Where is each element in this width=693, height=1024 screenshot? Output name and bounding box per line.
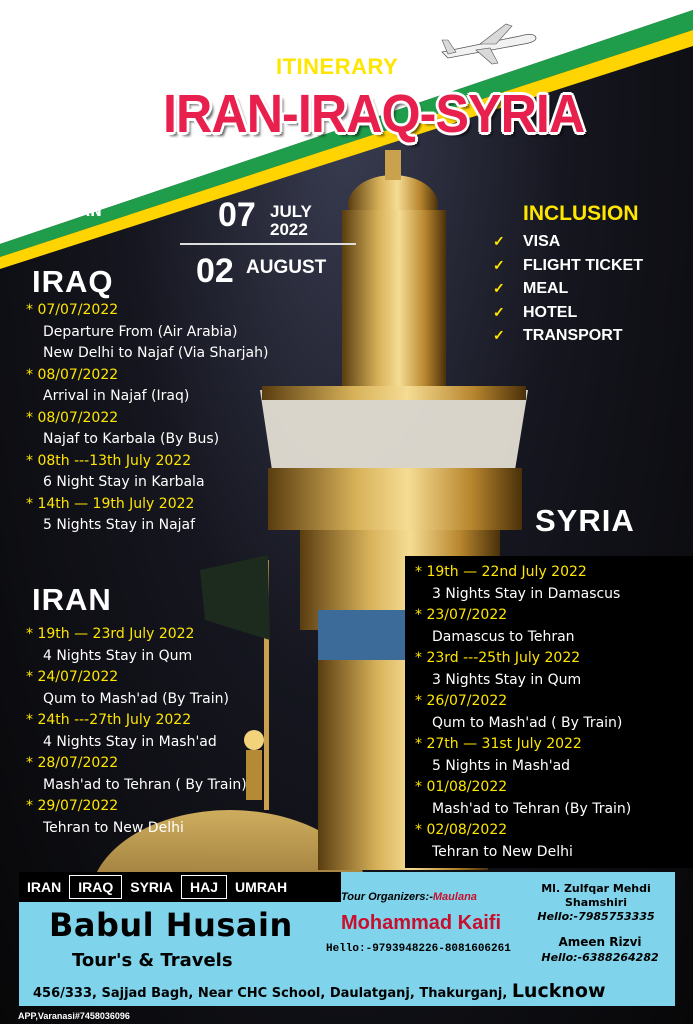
itinerary-entry <box>415 605 631 648</box>
itinerary-entry <box>26 624 247 667</box>
tab-iran: IRAN <box>27 879 62 895</box>
entry-date: * 24/07/2022 <box>26 667 247 689</box>
ziyarat-label: ZIYARAT <box>170 64 262 87</box>
start-date <box>218 196 312 239</box>
tab-umrah: UMRAH <box>235 879 288 895</box>
itinerary-entry <box>415 734 631 777</box>
city-item: * TEHRAN <box>22 202 128 224</box>
entry-date: * 23/07/2022 <box>415 605 631 627</box>
city-item: * DAMASCUS <box>22 138 128 160</box>
entry-date: * 07/07/2022 <box>26 300 268 322</box>
contact-2-name: Ameen Rizvi <box>558 935 642 949</box>
entry-line: New Delhi to Najaf (Via Sharjah) <box>43 345 269 361</box>
itinerary-entry <box>26 796 247 839</box>
entry-date: * 14th — 19th July 2022 <box>26 494 268 516</box>
date-divider <box>180 243 356 245</box>
entry-line: Tehran to New Delhi <box>43 819 184 836</box>
designer-credit: APP,Varanasi#7458036096 <box>18 1011 130 1021</box>
entry-line: Arrival in Najaf (Iraq) <box>43 388 190 404</box>
end-day: 02 <box>196 252 234 290</box>
city-item: * SAMARRA <box>22 116 128 138</box>
tab-iraq: IRAQ <box>69 875 122 899</box>
city-item: * HILLA <box>22 95 128 117</box>
itinerary-entry <box>415 777 631 820</box>
syria-heading-wrap <box>535 503 635 539</box>
inclusion-panel <box>493 202 643 348</box>
check-icon: ✓ <box>493 327 505 343</box>
itinerary-entry <box>26 710 247 753</box>
start-month: JULY <box>270 202 312 221</box>
entry-date: * 28/07/2022 <box>26 753 247 775</box>
entry-date: * 26/07/2022 <box>415 691 631 713</box>
iraq-section <box>32 264 268 537</box>
itinerary-entry <box>415 691 631 734</box>
syria-section <box>415 562 631 863</box>
brand-subtitle: Tour's & Travels <box>72 950 233 971</box>
entry-line: 6 Night Stay in Karbala <box>43 474 205 490</box>
organizer-label: Tour Organizers:-Maulana <box>341 891 477 903</box>
check-icon: ✓ <box>493 303 505 320</box>
entry-date: * 08/07/2022 <box>26 365 268 387</box>
end-month: AUGUST <box>246 257 327 278</box>
itinerary-entry <box>26 300 268 365</box>
itinerary-entry <box>26 365 268 408</box>
organizer-name: Mohammad Kaifi <box>341 912 502 934</box>
entry-date: * 29/07/2022 <box>26 796 247 818</box>
entry-line: 3 Nights Stay in Damascus <box>432 585 621 602</box>
entry-date: * 19th — 22nd July 2022 <box>415 562 631 584</box>
bismillah-text: بسمہ تعالی <box>318 22 386 38</box>
iran-section <box>32 582 247 839</box>
page-title: IRAN-IRAQ-SYRIA <box>163 84 585 144</box>
iraq-heading: IRAQ <box>32 264 114 299</box>
contact-2 <box>540 934 660 966</box>
entry-date: * 01/08/2022 <box>415 777 631 799</box>
start-year: 2022 <box>270 220 308 239</box>
itinerary-entry <box>415 648 631 691</box>
entry-date: * 23rd ---25th July 2022 <box>415 648 631 670</box>
city-item: * QUM <box>22 159 128 181</box>
entry-line: Damascus to Tehran <box>432 628 575 645</box>
organizer-phone: Hello:-9793948226-8081606261 <box>326 943 511 955</box>
entry-line: Tehran to New Delhi <box>432 843 573 860</box>
address <box>33 980 606 1002</box>
contact-1 <box>526 882 666 924</box>
itinerary-entry <box>415 562 631 605</box>
entry-date: * 08/07/2022 <box>26 408 268 430</box>
contact-1-phone: Hello:-7985753335 <box>537 910 655 923</box>
tab-haj: HAJ <box>181 875 227 899</box>
iran-heading: IRAN <box>32 582 112 617</box>
entry-line: Qum to Mash'ad (By Train) <box>43 690 229 707</box>
inclusion-heading: INCLUSION <box>523 202 639 225</box>
inclusion-item: ✓ FLIGHT TICKET <box>493 254 643 278</box>
itinerary-entry <box>415 820 631 863</box>
contact-1-name: Ml. Zulfqar Mehdi Shamshiri <box>541 882 651 909</box>
entry-date: * 27th — 31st July 2022 <box>415 734 631 756</box>
entry-line: Departure From (Air Arabia) <box>43 323 238 340</box>
entry-date: * 24th ---27th July 2022 <box>26 710 247 732</box>
destination-tabs <box>19 872 341 902</box>
entry-date: * 19th — 23rd July 2022 <box>26 624 247 646</box>
itinerary-entry <box>26 451 268 494</box>
entry-line: Najaf to Karbala (By Bus) <box>43 431 220 447</box>
entry-line: 3 Nights Stay in Qum <box>432 671 582 688</box>
inclusion-item: ✓ HOTEL <box>493 301 643 325</box>
airplane-icon <box>440 22 540 67</box>
itinerary-entry <box>26 494 268 537</box>
tab-syria: SYRIA <box>130 879 174 895</box>
itinerary-entry <box>26 753 247 796</box>
start-day: 07 <box>218 196 256 234</box>
contact-2-phone: Hello:-6388264282 <box>541 951 659 964</box>
syria-heading: SYRIA <box>535 503 635 538</box>
entry-line: Mash'ad to Tehran (By Train) <box>432 800 632 817</box>
check-icon: ✓ <box>493 233 505 249</box>
itinerary-entry <box>26 408 268 451</box>
city-list <box>22 30 128 224</box>
inclusion-item: ✓ VISA <box>493 230 643 254</box>
city-item: * NAJAF <box>22 30 128 52</box>
brand-name: Babul Husain <box>49 906 293 944</box>
city-item: * BALAD <box>22 73 128 95</box>
city-item: * MASH'HAD <box>22 181 128 203</box>
entry-date: * 08th ---13th July 2022 <box>26 451 268 473</box>
entry-line: 4 Nights Stay in Mash'ad <box>43 733 217 750</box>
itinerary-entry <box>26 667 247 710</box>
entry-date: * 02/08/2022 <box>415 820 631 842</box>
entry-line: 5 Nights Stay in Najaf <box>43 517 196 533</box>
address-city: Lucknow <box>511 980 606 1002</box>
entry-line: 4 Nights Stay in Qum <box>43 647 193 664</box>
entry-line: Mash'ad to Tehran ( By Train) <box>43 776 247 793</box>
address-line: 456/333, Sajjad Bagh, Near CHC School, Daulatganj, Thakurganj, <box>33 986 508 1001</box>
inclusion-item: ✓ MEAL <box>493 277 643 301</box>
entry-line: Qum to Mash'ad ( By Train) <box>432 714 623 731</box>
check-icon: ✓ <box>493 280 505 296</box>
entry-line: 5 Nights in Mash'ad <box>432 757 571 774</box>
inclusion-item: ✓ TRANSPORT <box>493 324 643 348</box>
check-icon: ✓ <box>493 256 505 273</box>
city-item: * KARBALA <box>22 52 128 74</box>
itinerary-label: ITINERARY <box>276 54 399 79</box>
